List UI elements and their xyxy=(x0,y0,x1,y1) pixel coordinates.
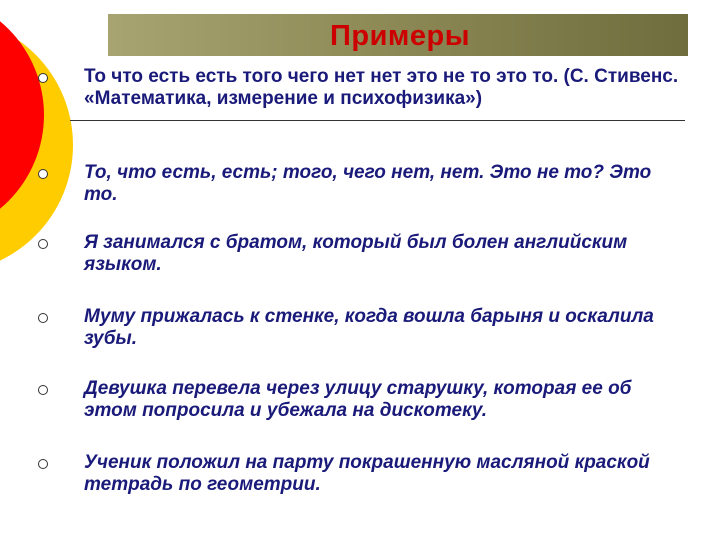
circle-bullet-icon xyxy=(38,239,48,249)
item-text: То, что есть, есть; того, чего нет, нет. Это не то? Это то. xyxy=(84,162,652,205)
item-text: Я занимался с братом, который был болен английским языком. xyxy=(84,232,628,275)
item-text: Муму прижалась к стенке, когда вошла барыня и оскалила зубы. xyxy=(84,306,654,349)
item-text: Ученик положил на парту покрашенную масляной краской тетрадь по геометрии. xyxy=(84,452,650,495)
circle-bullet-icon xyxy=(38,169,48,179)
item-text: То что есть есть того чего нет нет это не то это то. (С. Стивенс. «Математика, измерение и психофизика») xyxy=(84,66,679,109)
circle-bullet-icon xyxy=(38,459,48,469)
circle-bullet-icon xyxy=(38,73,48,83)
circle-bullet-icon xyxy=(38,313,48,323)
slide-title: Примеры xyxy=(330,20,470,52)
item-text: Девушка перевела через улицу старушку, которая ее об этом попросила и убежала на дискотеку. xyxy=(84,378,632,421)
circle-bullet-icon xyxy=(38,385,48,395)
underline-rule xyxy=(70,120,685,121)
